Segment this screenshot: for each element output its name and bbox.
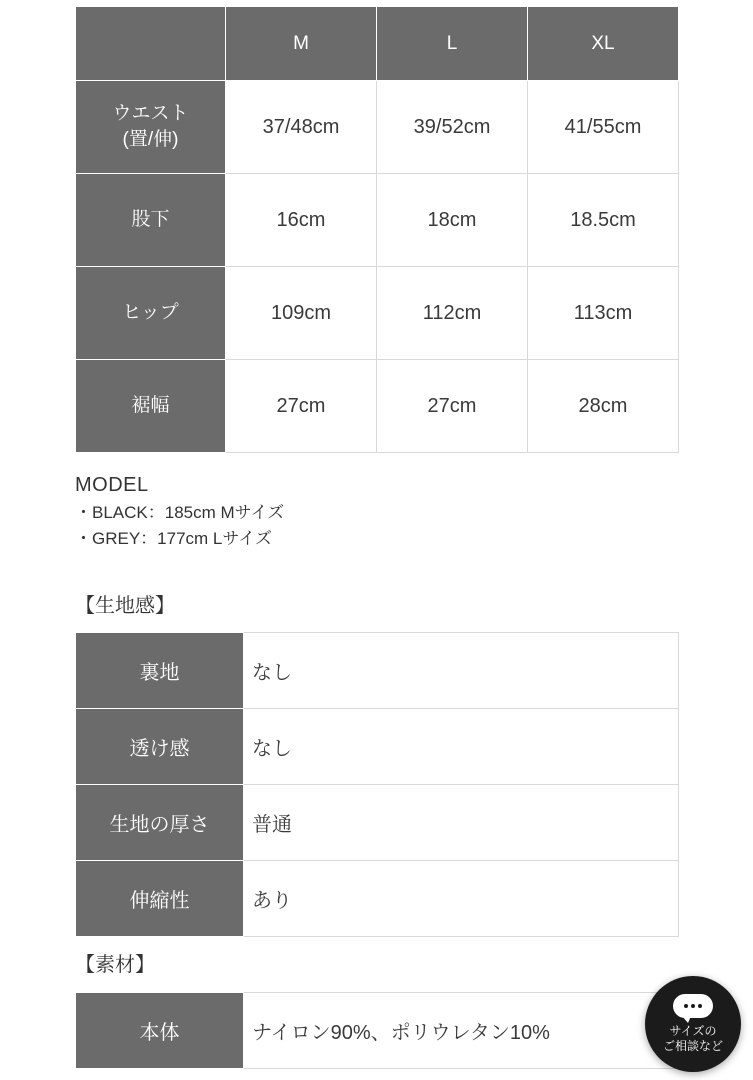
size-value-hem-l: 27cm (377, 360, 528, 453)
size-table (75, 6, 679, 453)
material-table-container (75, 992, 678, 1069)
fabric-key-thickness: 生地の厚さ (76, 785, 244, 861)
fabric-table-container (75, 632, 678, 937)
table-row (76, 267, 679, 360)
fabric-key-sheerness: 透け感 (76, 709, 244, 785)
fabric-table (75, 632, 679, 937)
chat-label-line1: サイズの (669, 1024, 717, 1038)
size-column-m: M (226, 7, 377, 81)
size-value-waist-xl: 41/55cm (528, 81, 679, 174)
size-row-label-inseam: 股下 (76, 174, 226, 267)
size-row-label-waist-line2: (置/伸) (122, 129, 179, 150)
size-value-waist-m: 37/48cm (226, 81, 377, 174)
fabric-key-stretch: 伸縮性 (76, 861, 244, 937)
model-info (75, 474, 695, 553)
fabric-value-stretch: あり (244, 861, 679, 937)
fabric-key-lining: 裏地 (76, 633, 244, 709)
table-row (76, 861, 679, 937)
chat-support-button[interactable] (645, 976, 741, 1072)
section-heading-fabric: 【生地感】 (75, 595, 175, 617)
chat-dot-2 (691, 1004, 695, 1008)
section-heading-material: 【素材】 (75, 954, 155, 976)
table-row (76, 360, 679, 453)
size-value-inseam-m: 16cm (226, 174, 377, 267)
chat-dot-3 (698, 1004, 702, 1008)
material-table (75, 992, 679, 1069)
fabric-value-sheerness: なし (244, 709, 679, 785)
size-value-inseam-xl: 18.5cm (528, 174, 679, 267)
size-value-waist-l: 39/52cm (377, 81, 528, 174)
material-key-body: 本体 (76, 993, 244, 1069)
fabric-value-thickness: 普通 (244, 785, 679, 861)
size-row-label-waist (76, 81, 226, 174)
size-value-hip-l: 112cm (377, 267, 528, 360)
size-value-hip-xl: 113cm (528, 267, 679, 360)
chat-bubble-icon (673, 994, 713, 1018)
table-header-row (76, 7, 679, 81)
model-title: MODEL (75, 474, 149, 496)
table-row (76, 174, 679, 267)
model-line-grey: ・GREY：177cm Lサイズ (75, 529, 273, 549)
size-column-l: L (377, 7, 528, 81)
size-row-label-hem: 裾幅 (76, 360, 226, 453)
size-value-inseam-l: 18cm (377, 174, 528, 267)
size-row-label-hip: ヒップ (76, 267, 226, 360)
size-column-xl: XL (528, 7, 679, 81)
chat-dot-1 (684, 1004, 688, 1008)
fabric-value-lining: なし (244, 633, 679, 709)
table-row (76, 785, 679, 861)
size-value-hip-m: 109cm (226, 267, 377, 360)
size-value-hem-xl: 28cm (528, 360, 679, 453)
table-row (76, 633, 679, 709)
model-line-black: ・BLACK：185cm Mサイズ (75, 503, 285, 522)
table-row (76, 81, 679, 174)
table-row (76, 709, 679, 785)
size-table-corner-cell (76, 7, 226, 81)
chat-label-line2: ご相談など (662, 1039, 723, 1053)
material-value-body: ナイロン90%、ポリウレタン10% (244, 993, 679, 1069)
size-row-label-waist-line1: ウエスト (112, 103, 189, 125)
table-row (76, 993, 679, 1069)
size-chart (75, 6, 678, 453)
size-value-hem-m: 27cm (226, 360, 377, 453)
